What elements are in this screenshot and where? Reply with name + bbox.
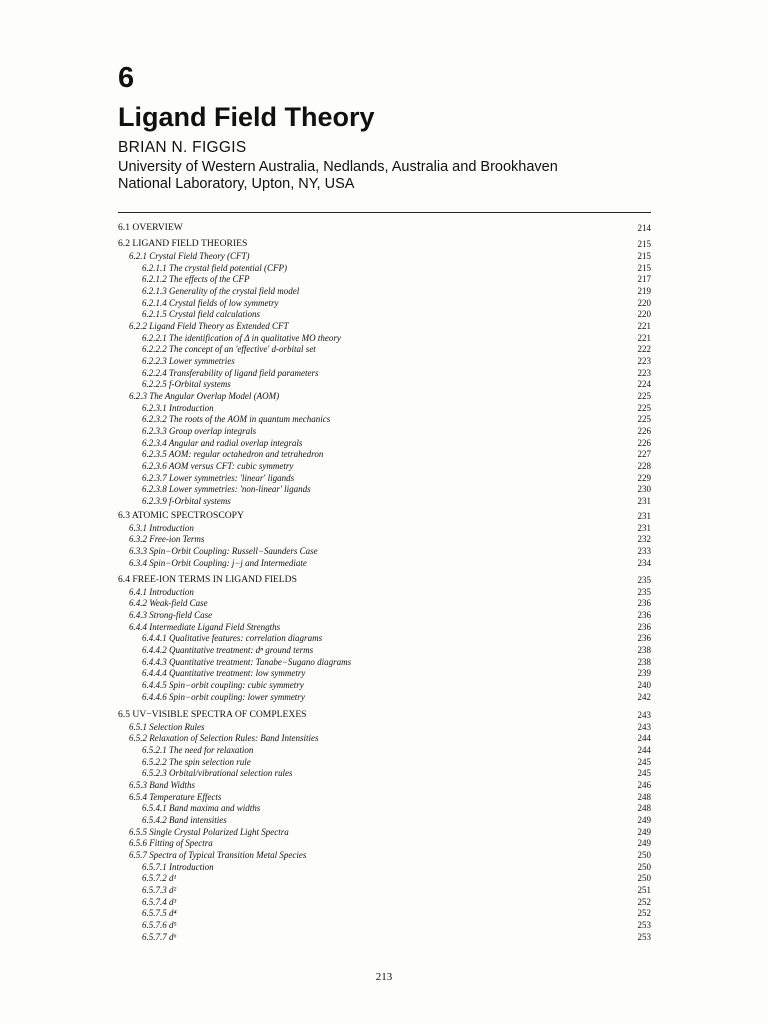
toc-entry-title: 6.2.2 Ligand Field Theory as Extended CFT — [129, 321, 289, 331]
toc-entry-title: 6.2.1 Crystal Field Theory (CFT) — [129, 251, 250, 261]
toc-entry-title: 6.2.3.1 Introduction — [142, 403, 214, 413]
toc-entry-title: 6.4 FREE-ION TERMS IN LIGAND FIELDS — [118, 574, 297, 585]
toc-entry-title: 6.5.7.2 d¹ — [142, 873, 177, 883]
toc-entry-page: 253 — [637, 932, 651, 942]
toc-entry-title: 6.2.3.6 AOM versus CFT: cubic symmetry — [142, 461, 294, 471]
toc-entry — [118, 533, 651, 545]
toc-entry — [118, 413, 651, 425]
toc-entry-title: 6.2.3.2 The roots of the AOM in quantum mechanics — [142, 414, 331, 424]
toc-entry-title: 6.2.1.4 Crystal fields of low symmetry — [142, 298, 279, 308]
toc-entry-page: 215 — [637, 263, 651, 273]
toc-entry — [118, 931, 651, 943]
toc-entry-page: 226 — [637, 438, 651, 448]
toc-entry — [118, 609, 651, 621]
toc-entry-title: 6.4.4.5 Spin−orbit coupling: cubic symmetry — [142, 680, 304, 690]
toc-entry-page: 253 — [637, 920, 651, 930]
toc-entry-title: 6.5.4.1 Band maxima and widths — [142, 803, 261, 813]
toc-entry-title: 6.5.1 Selection Rules — [129, 722, 205, 732]
toc-entry-page: 215 — [637, 239, 651, 249]
toc-entry-page: 224 — [637, 379, 651, 389]
toc-entry-page: 240 — [637, 680, 651, 690]
toc-entry-title: 6.5.6 Fitting of Spectra — [129, 838, 213, 848]
toc-entry-page: 236 — [637, 598, 651, 608]
toc-entry-page: 235 — [637, 587, 651, 597]
toc-entry-title: 6.1 OVERVIEW — [118, 222, 183, 233]
toc-entry-page: 250 — [637, 862, 651, 872]
toc-entry — [118, 448, 651, 460]
toc-entry — [118, 837, 651, 849]
toc-entry-page: 226 — [637, 426, 651, 436]
toc-entry-title: 6.4.1 Introduction — [129, 587, 194, 597]
toc-entry-title: 6.5.2.2 The spin selection rule — [142, 757, 251, 767]
toc-entry-page: 249 — [637, 838, 651, 848]
toc-entry-title: 6.2.1.5 Crystal field calculations — [142, 309, 260, 319]
toc-entry-title: 6.4.4 Intermediate Ligand Field Strengths — [129, 622, 281, 632]
toc-entry-page: 215 — [637, 251, 651, 261]
toc-entry-page: 229 — [637, 473, 651, 483]
toc-entry — [118, 597, 651, 609]
toc-entry-page: 243 — [637, 722, 651, 732]
toc-entry-title: 6.5.7.3 d² — [142, 885, 177, 895]
toc-entry-title: 6.4.4.3 Quantitative treatment: Tanabe−Sugano diagrams — [142, 657, 352, 667]
toc-entry-page: 227 — [637, 449, 651, 459]
toc-entry-title: 6.5.4 Temperature Effects — [129, 792, 222, 802]
toc-entry-title: 6.3.4 Spin−Orbit Coupling: j−j and Intermediate — [129, 558, 307, 568]
toc-entry-page: 217 — [637, 274, 651, 284]
toc-entry-page: 245 — [637, 757, 651, 767]
affiliation-line-1: University of Western Australia, Nedlands, Australia and Brookhaven — [118, 159, 558, 175]
toc-entry-page: 246 — [637, 780, 651, 790]
toc-entry-title: 6.5.2 Relaxation of Selection Rules: Band Intensities — [129, 733, 319, 743]
toc-entry-page: 225 — [637, 414, 651, 424]
toc-entry-page: 243 — [637, 710, 651, 720]
toc-entry — [118, 872, 651, 884]
toc-entry-title: 6.2.3.3 Group overlap integrals — [142, 426, 257, 436]
toc-entry-page: 220 — [637, 298, 651, 308]
toc-entry-page: 249 — [637, 815, 651, 825]
toc-entry-title: 6.2.3.5 AOM: regular octahedron and tetrahedron — [142, 449, 324, 459]
toc-entry-page: 236 — [637, 633, 651, 643]
toc-entry-page: 221 — [637, 333, 651, 343]
toc-entry-title: 6.5.5 Single Crystal Polarized Light Spectra — [129, 827, 289, 837]
toc-entry-page: 248 — [637, 803, 651, 813]
toc-entry-page: 223 — [637, 356, 651, 366]
toc-entry — [118, 709, 651, 721]
header-rule — [118, 212, 651, 213]
toc-entry — [118, 390, 651, 402]
toc-entry-title: 6.2.1.1 The crystal field potential (CFP) — [142, 263, 287, 273]
toc-entry — [118, 460, 651, 472]
toc-entry — [118, 250, 651, 262]
toc-entry-page: 225 — [637, 403, 651, 413]
page-number: 213 — [375, 971, 393, 983]
toc-entry-title: 6.2.2.5 f-Orbital systems — [142, 379, 231, 389]
toc-entry-page: 231 — [637, 511, 651, 521]
toc-entry-title: 6.4.4.6 Spin−orbit coupling: lower symmetry — [142, 692, 305, 702]
toc-entry-title: 6.2.2.1 The identification of Δ in qualitative MO theory — [142, 333, 341, 343]
toc-entry-page: 242 — [637, 692, 651, 702]
toc-entry-page: 236 — [637, 622, 651, 632]
toc-entry — [118, 355, 651, 367]
toc-entry-page: 235 — [637, 575, 651, 585]
toc-entry-page: 223 — [637, 368, 651, 378]
toc-entry-title: 6.4.3 Strong-field Case — [129, 610, 213, 620]
toc-entry-page: 232 — [637, 534, 651, 544]
toc-entry-page: 238 — [637, 645, 651, 655]
toc-entry — [118, 802, 651, 814]
toc-entry-title: 6.5.3 Band Widths — [129, 780, 196, 790]
toc-entry-title: 6.2.3 The Angular Overlap Model (AOM) — [129, 391, 280, 401]
toc-entry — [118, 238, 651, 250]
toc-entry-title: 6.4.4.2 Quantitative treatment: dⁿ ground terms — [142, 645, 314, 655]
toc-entry — [118, 343, 651, 355]
toc-entry-title: 6.5.2.3 Orbital/vibrational selection rules — [142, 768, 293, 778]
toc-entry-page: 230 — [637, 484, 651, 494]
toc-entry-title: 6.2 LIGAND FIELD THEORIES — [118, 238, 248, 249]
toc-entry-page: 239 — [637, 668, 651, 678]
toc-entry — [118, 691, 651, 703]
toc-entry-title: 6.5.7 Spectra of Typical Transition Metal Species — [129, 850, 307, 860]
toc-entry — [118, 632, 651, 644]
toc-entry-page: 252 — [637, 897, 651, 907]
toc-entry-title: 6.2.2.2 The concept of an 'effective' d-orbital set — [142, 344, 316, 354]
toc-entry — [118, 378, 651, 390]
chapter-title: Ligand Field Theory — [118, 102, 375, 132]
toc-entry — [118, 679, 651, 691]
toc-entry-page: 228 — [637, 461, 651, 471]
toc-entry-page: 220 — [637, 309, 651, 319]
toc-entry-title: 6.5 UV−VISIBLE SPECTRA OF COMPLEXES — [118, 709, 307, 720]
toc-entry — [118, 814, 651, 826]
toc-entry-title: 6.5.7.1 Introduction — [142, 862, 214, 872]
toc-entry-page: 250 — [637, 873, 651, 883]
toc-entry — [118, 849, 651, 861]
toc-entry-page: 250 — [637, 850, 651, 860]
author-affiliation — [118, 159, 638, 193]
toc-entry-title: 6.5.4.2 Band intensities — [142, 815, 227, 825]
toc-entry-title: 6.3 ATOMIC SPECTROSCOPY — [118, 510, 244, 521]
toc-entry-title: 6.2.2.4 Transferability of ligand field parameters — [142, 368, 319, 378]
toc-entry-page: 244 — [637, 733, 651, 743]
toc-entry-page: 221 — [637, 321, 651, 331]
toc-entry — [118, 545, 651, 557]
toc-entry — [118, 919, 651, 931]
toc-entry — [118, 744, 651, 756]
toc-entry-title: 6.4.2 Weak-field Case — [129, 598, 208, 608]
toc-entry — [118, 557, 651, 569]
toc-entry-title: 6.2.3.9 f-Orbital systems — [142, 496, 231, 506]
toc-entry — [118, 510, 651, 522]
toc-entry-page: 248 — [637, 792, 651, 802]
author-name: BRIAN N. FIGGIS — [118, 139, 247, 156]
toc-entry-page: 219 — [637, 286, 651, 296]
toc-entry-page: 234 — [637, 558, 651, 568]
toc-entry-title: 6.2.2.3 Lower symmetries — [142, 356, 235, 366]
toc-entry-page: 233 — [637, 546, 651, 556]
toc-entry-title: 6.3.3 Spin−Orbit Coupling: Russell−Saunders Case — [129, 546, 318, 556]
toc-entry-title: 6.2.1.3 Generality of the crystal field model — [142, 286, 300, 296]
toc-entry — [118, 644, 651, 656]
toc-entry-page: 249 — [637, 827, 651, 837]
toc-entry-title: 6.3.1 Introduction — [129, 523, 194, 533]
toc-entry — [118, 285, 651, 297]
toc-entry-page: 222 — [637, 344, 651, 354]
toc-entry-page: 236 — [637, 610, 651, 620]
toc-entry — [118, 320, 651, 332]
toc-entry-title: 6.3.2 Free-ion Terms — [129, 534, 205, 544]
affiliation-line-2: National Laboratory, Upton, NY, USA — [118, 176, 355, 192]
toc-entry — [118, 222, 651, 234]
toc-entry — [118, 574, 651, 586]
toc-entry — [118, 425, 651, 437]
toc-entry-page: 245 — [637, 768, 651, 778]
toc-entry-page: 225 — [637, 391, 651, 401]
toc-entry — [118, 884, 651, 896]
toc-entry-title: 6.5.7.5 d⁴ — [142, 908, 177, 918]
toc-entry-title: 6.5.7.4 d³ — [142, 897, 177, 907]
toc-entry-title: 6.4.4.1 Qualitative features: correlation diagrams — [142, 633, 323, 643]
toc-entry-page: 244 — [637, 745, 651, 755]
toc-entry-title: 6.5.7.6 d⁵ — [142, 920, 177, 930]
toc-entry-title: 6.2.3.8 Lower symmetries: 'non-linear' ligands — [142, 484, 311, 494]
toc-entry-page: 251 — [637, 885, 651, 895]
toc-entry-title: 6.2.1.2 The effects of the CFP — [142, 274, 250, 284]
toc-entry — [118, 767, 651, 779]
toc-entry — [118, 732, 651, 744]
toc-entry — [118, 779, 651, 791]
toc-entry-page: 252 — [637, 908, 651, 918]
toc-entry-page: 231 — [637, 496, 651, 506]
chapter-number: 6 — [118, 62, 135, 94]
toc-entry-title: 6.5.7.7 d⁶ — [142, 932, 177, 942]
toc-entry-page: 214 — [637, 223, 651, 233]
toc-entry — [118, 308, 651, 320]
toc-entry — [118, 667, 651, 679]
toc-entry-title: 6.4.4.4 Quantitative treatment: low symmetry — [142, 668, 306, 678]
toc-entry-title: 6.2.3.4 Angular and radial overlap integrals — [142, 438, 303, 448]
toc-entry-page: 231 — [637, 523, 651, 533]
toc-entry — [118, 495, 651, 507]
toc-entry-title: 6.5.2.1 The need for relaxation — [142, 745, 254, 755]
toc-entry — [118, 483, 651, 495]
toc-entry-title: 6.2.3.7 Lower symmetries: 'linear' ligands — [142, 473, 295, 483]
toc-entry — [118, 907, 651, 919]
toc-entry-page: 238 — [637, 657, 651, 667]
toc-entry — [118, 273, 651, 285]
